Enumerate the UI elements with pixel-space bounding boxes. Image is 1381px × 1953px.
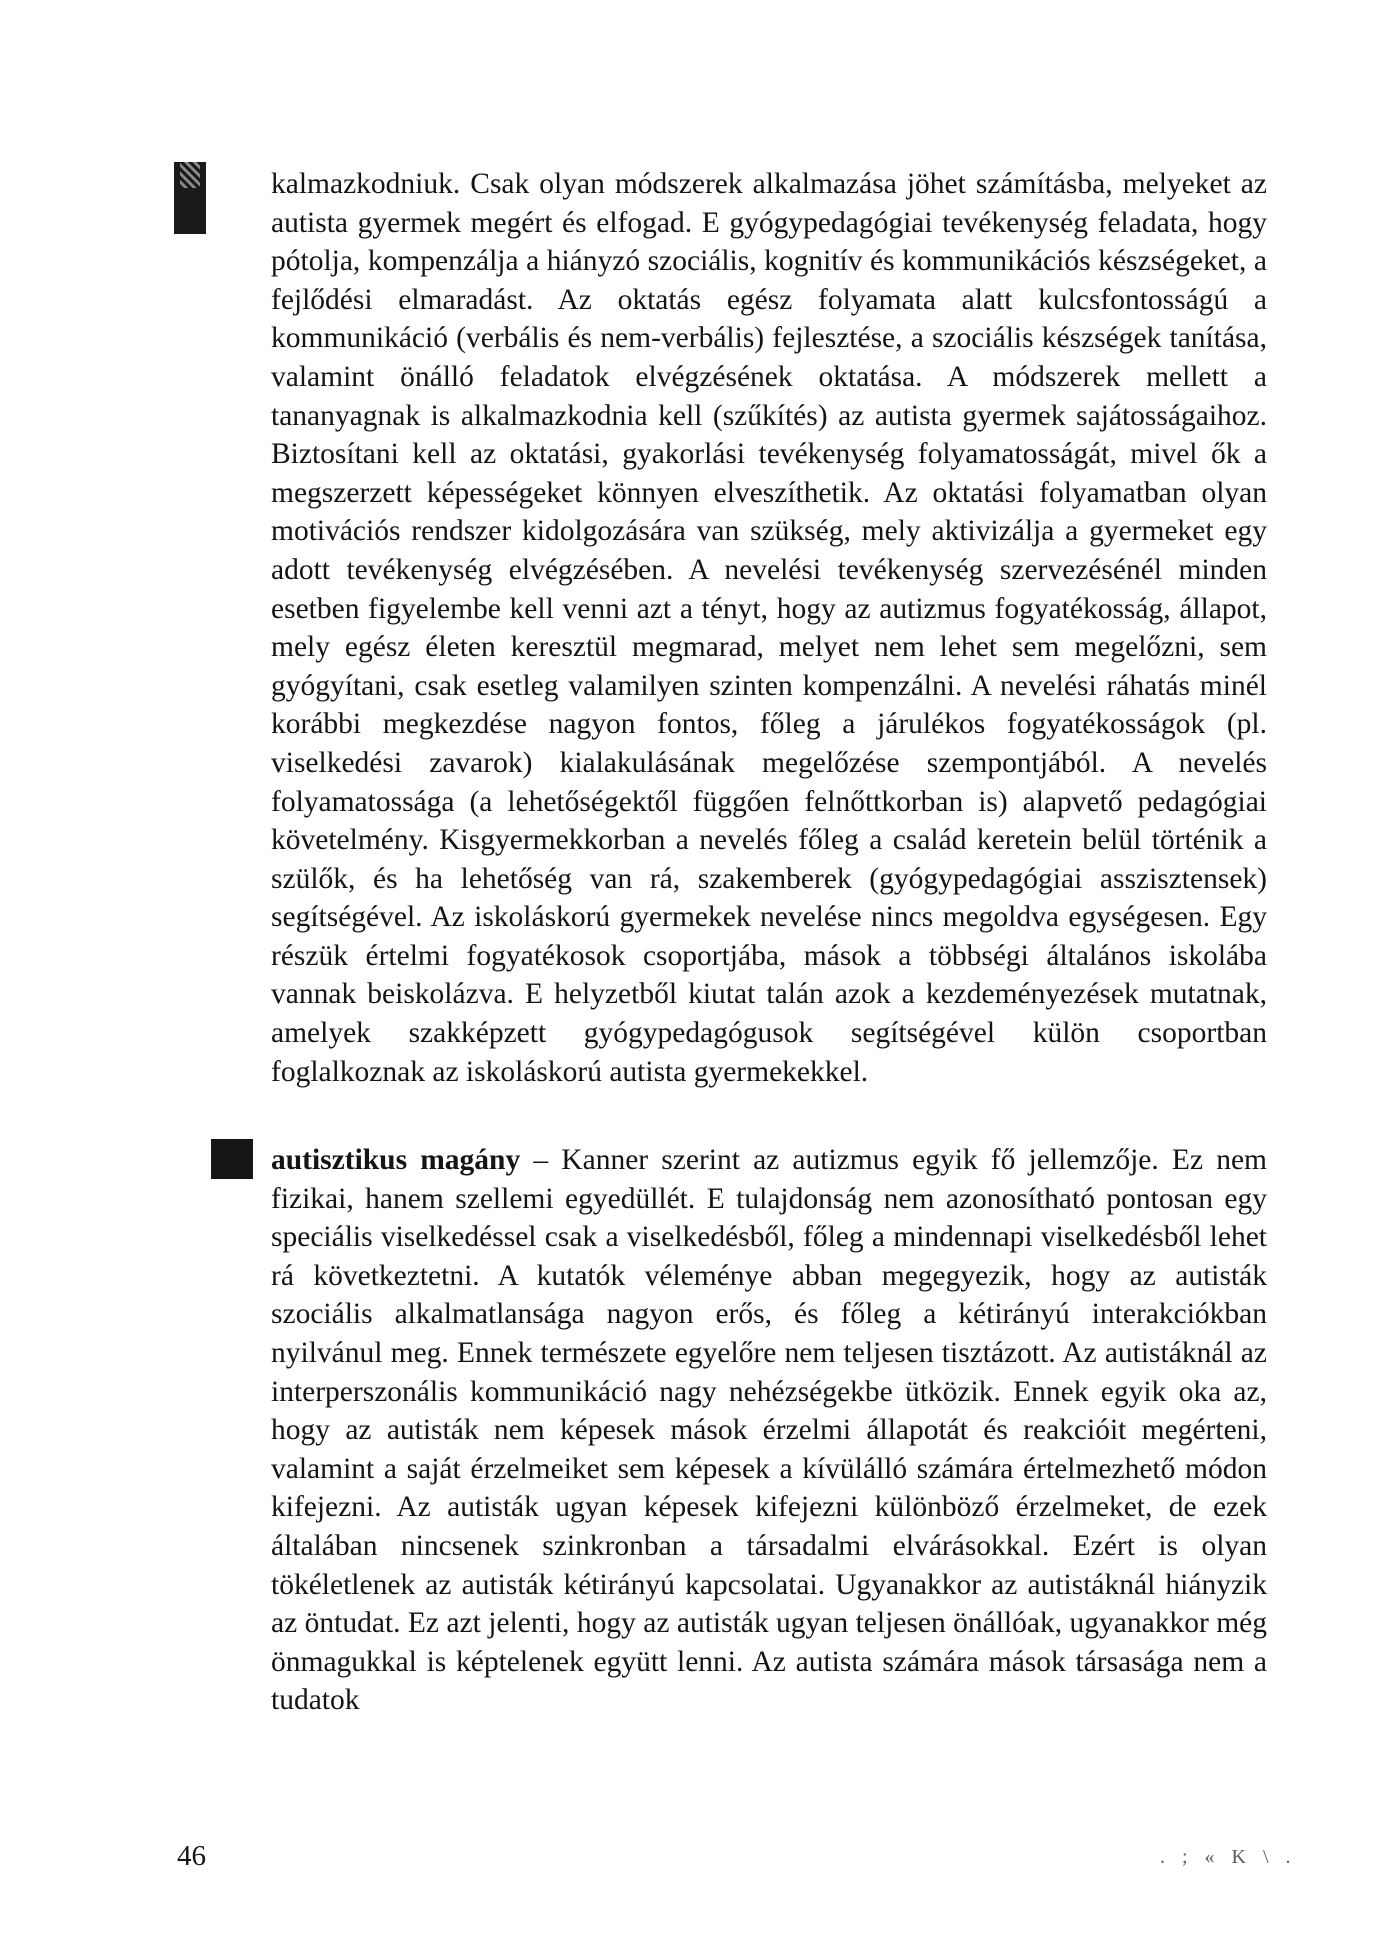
page-number: 46 xyxy=(177,1840,206,1872)
entry-marker xyxy=(211,1139,253,1179)
continuation-paragraph: kalmazkodniuk. Csak olyan módszerek alkalmazása jöhet számításba, melyeket az autista gyermek megért és elfogad. E gyógypedagógiai tevékenység feladata, hogy pótolja, kompenzálja a hiányzó szociális, kognitív és kommunikációs készségeket, a fejlődési elmaradást. Az oktatás egész folyamata alatt kulcsfontosságú a kommunikáció (verbális és nem-verbális) fejlesztése, a szociális készségek tanítása, valamint önálló feladatok elvégzésének oktatása. A módszerek mellett a tananyagnak is alkalmazkodnia kell (szűkítés) az autista gyermek sajátosságaihoz. Biztosítani kell az oktatási, gyakorlási tevékenység folyamatosságát, mivel ők a megszerzett képességeket könnyen elveszíthetik. Az oktatási folyamatban olyan motivációs rendszer kidolgozására van szükség, mely aktivizálja a gyermeket egy adott tevékenység elvégzésében. A nevelési tevékenység szervezésénél minden esetben figyelembe kell venni azt a tényt, hogy az autizmus fogyatékosság, állapot, mely egész életen keresztül megmarad, melyet nem lehet sem megelőzni, sem gyógyítani, csak esetleg valamilyen szinten kompenzálni. A nevelési ráhatás minél korábbi megkezdése nagyon fontos, főleg a járulékos fogyatékosságok (pl. viselkedési zavarok) kialakulásának megelőzése szempontjából. A nevelés folyamatossága (a lehetőségektől függően felnőttkorban is) alapvető pedagógiai követelmény. Kisgyermekkorban a nevelés főleg a család keretein belül történik a szülők, és ha lehetőség van rá, szakemberek (gyógypedagógiai asszisztensek) segítségével. Az iskoláskorú gyermekek nevelése nincs megoldva egységesen. Egy részük értelmi fogyatékosok csoportjába, mások a többségi általános iskolába vannak beiskolázva. E helyzetből kiutat talán azok a kezdeményezések mutatnak, amelyek szakképzett gyógypedagógusok segítségével külön csoportban foglalkoznak az iskoláskorú autista gyermekekkel. xyxy=(271,168,1267,1088)
entry-text: – Kanner szerint az autizmus egyik fő jellemzője. Ez nem fizikai, hanem szellemi egyedüllét. E tulajdonság nem azonosítható pontosan egy speciális viselkedéssel csak a viselkedésből, főleg a mindennapi viselkedésből lehet rá következtetni. A kutatók véleménye abban megegyezik, hogy az autisták szociális alkalmatlansága nagyon erős, és főleg a kétirányú interakciókban nyilvánul meg. Ennek természete egyelőre nem teljesen tisztázott. Az autistáknál az interperszonális kommunikáció nagy nehézségekbe ütközik. Ennek egyik oka az, hogy az autisták nem képesek mások érzelmi állapotát és reakcióit megérteni, valamint a saját érzelmeiket sem képesek a kívülálló számára értelmezhető módon kifejezni. Az autisták ugyan képesek kifejezni különböző érzelmeket, de ezek általában nincsenek szinkronban a társadalmi elvárásokkal. Ezért is olyan tökéletlenek az autisták kétirányú kapcsolatai. Ugyanakkor az autistáknál hiányzik az öntudat. Ez azt jelenti, hogy az autisták ugyan teljesen önállóak, ugyanakkor még önmagukkal is képtelenek együtt lenni. Az autista számára mások társasága nem a tudatok xyxy=(271,1144,1268,1717)
entry-term: autisztikus magány xyxy=(271,1144,521,1176)
margin-marker-top xyxy=(174,162,206,234)
footer-mark: . ; « K \ . xyxy=(1160,1846,1297,1868)
glossary-entry xyxy=(271,1141,1267,1720)
